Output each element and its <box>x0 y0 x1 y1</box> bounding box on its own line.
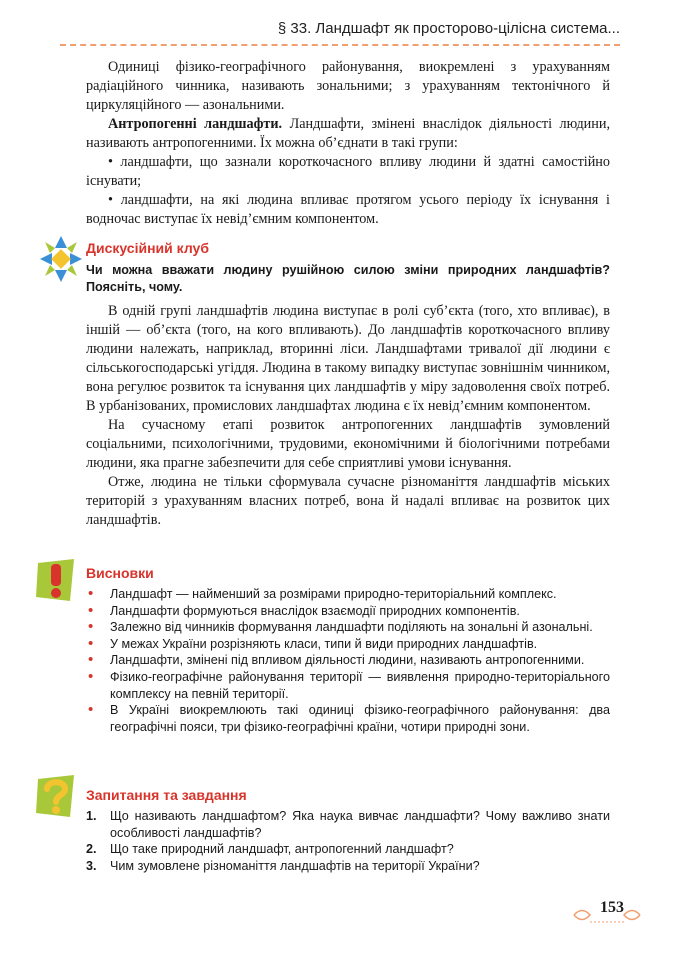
intro-section <box>86 58 610 229</box>
question-item: 1. Що називають ландшафтом? Яка наука вивчає ландшафти? Чому важливо знати особливості ландшафтів? <box>86 809 610 840</box>
term-anthropogenic-landscapes: Антропогенні ландшафти. <box>108 116 283 132</box>
intro-paragraph-2: Антропогенні ландшафти. Ландшафти, змінені внаслідок діяльності людини, називають антропогенними. Їх можна об’єднати в такі групи: <box>86 116 610 151</box>
exclamation-icon <box>34 557 78 603</box>
intro-bullet-1: • ландшафти, що зазнали короткочасного впливу людини й здатні самостійно існувати; <box>86 154 610 189</box>
running-header: § 33. Ландшафт як просторово-цілісна система... <box>277 20 620 37</box>
intro-bullet-2: • ландшафти, на які людина впливає протягом усього періоду їх існування і водночас виступає їх невід’ємним компонентом. <box>86 192 610 227</box>
main-paragraph-2: На сучасному етапі розвиток антропогенних ландшафтів зумовлений соціальними, психологічними, трудовими, економічними й біологічними потребами людини, яка прагне забезпечити для себе сприятливі умови існування. <box>86 417 610 471</box>
question-mark-icon <box>34 773 78 819</box>
discussion-title: Дискусійний клуб <box>86 240 209 256</box>
main-paragraph-3: Отже, людина не тільки сформувала сучасне різноманіття ландшафтів міських територій з урахуванням власних потреб, вона й надалі впливає на розвиток цих ландшафтів. <box>86 474 610 528</box>
intro-paragraph-1: Одиниці фізико-географічного районування, виокремлені з урахуванням радіаційного чинника, називають зональними; з урахуванням тектонічного й циркуляційного — азональними. <box>86 59 610 113</box>
main-paragraph-1: В одній групі ландшафтів людина виступає в ролі суб’єкта (того, хто впливає), в іншій — об’єкта (того, на кого впливають). До ландшафтів короткочасного впливу людини належать, наприклад, вторинні ліси. Ландшафтами тривалої дії людини є сільськогосподарські угіддя. Людина в такому випадку виступає зовнішнім чинником, вона регулює розвиток та існування цих ландшафтів у міру задоволення своїх потреб. В урбанізованих, промислових ландшафтах людина є їх невід’ємним компонентом. <box>86 303 610 414</box>
main-text <box>86 302 610 530</box>
header-divider <box>60 44 620 46</box>
page-number: 153 <box>600 899 624 916</box>
conclusion-item: • У межах України розрізняють класи, типи й види природних ландшафтів. <box>86 636 610 653</box>
conclusion-item: • Ландшафти, змінені під впливом діяльності людини, називають антропогенними. <box>86 652 610 669</box>
discussion-arrows-icon <box>38 234 84 284</box>
conclusion-item: • Ландшафти формуються внаслідок взаємодії природних компонентів. <box>86 603 610 620</box>
conclusion-item: • Ландшафт — найменший за розмірами природно-територіальний комплекс. <box>86 586 610 603</box>
question-item: 3. Чим зумовлене різноманіття ландшафтів на території України? <box>86 858 480 873</box>
conclusion-item: • Залежно від чинників формування ландшафти поділяють на зональні й азональні. <box>86 619 610 636</box>
discussion-question: Чи можна вважати людину рушійною силою зміни природних ландшафтів? Поясніть, чому. <box>86 263 610 294</box>
conclusion-item: • Фізико-географічне районування території — виявлення природно-територіального комплексу на певній території. <box>86 669 610 702</box>
conclusions-list <box>86 586 610 735</box>
questions-list <box>86 808 610 874</box>
questions-title: Запитання та завдання <box>86 787 247 803</box>
question-item: 2. Що таке природний ландшафт, антропогенний ландшафт? <box>86 842 454 857</box>
conclusions-title: Висновки <box>86 565 154 581</box>
conclusion-item: • В Україні виокремлюють такі одиниці фізико-географічного районування: два географічні пояси, три фізико-географічні країни, чотири природні зони. <box>86 702 610 735</box>
